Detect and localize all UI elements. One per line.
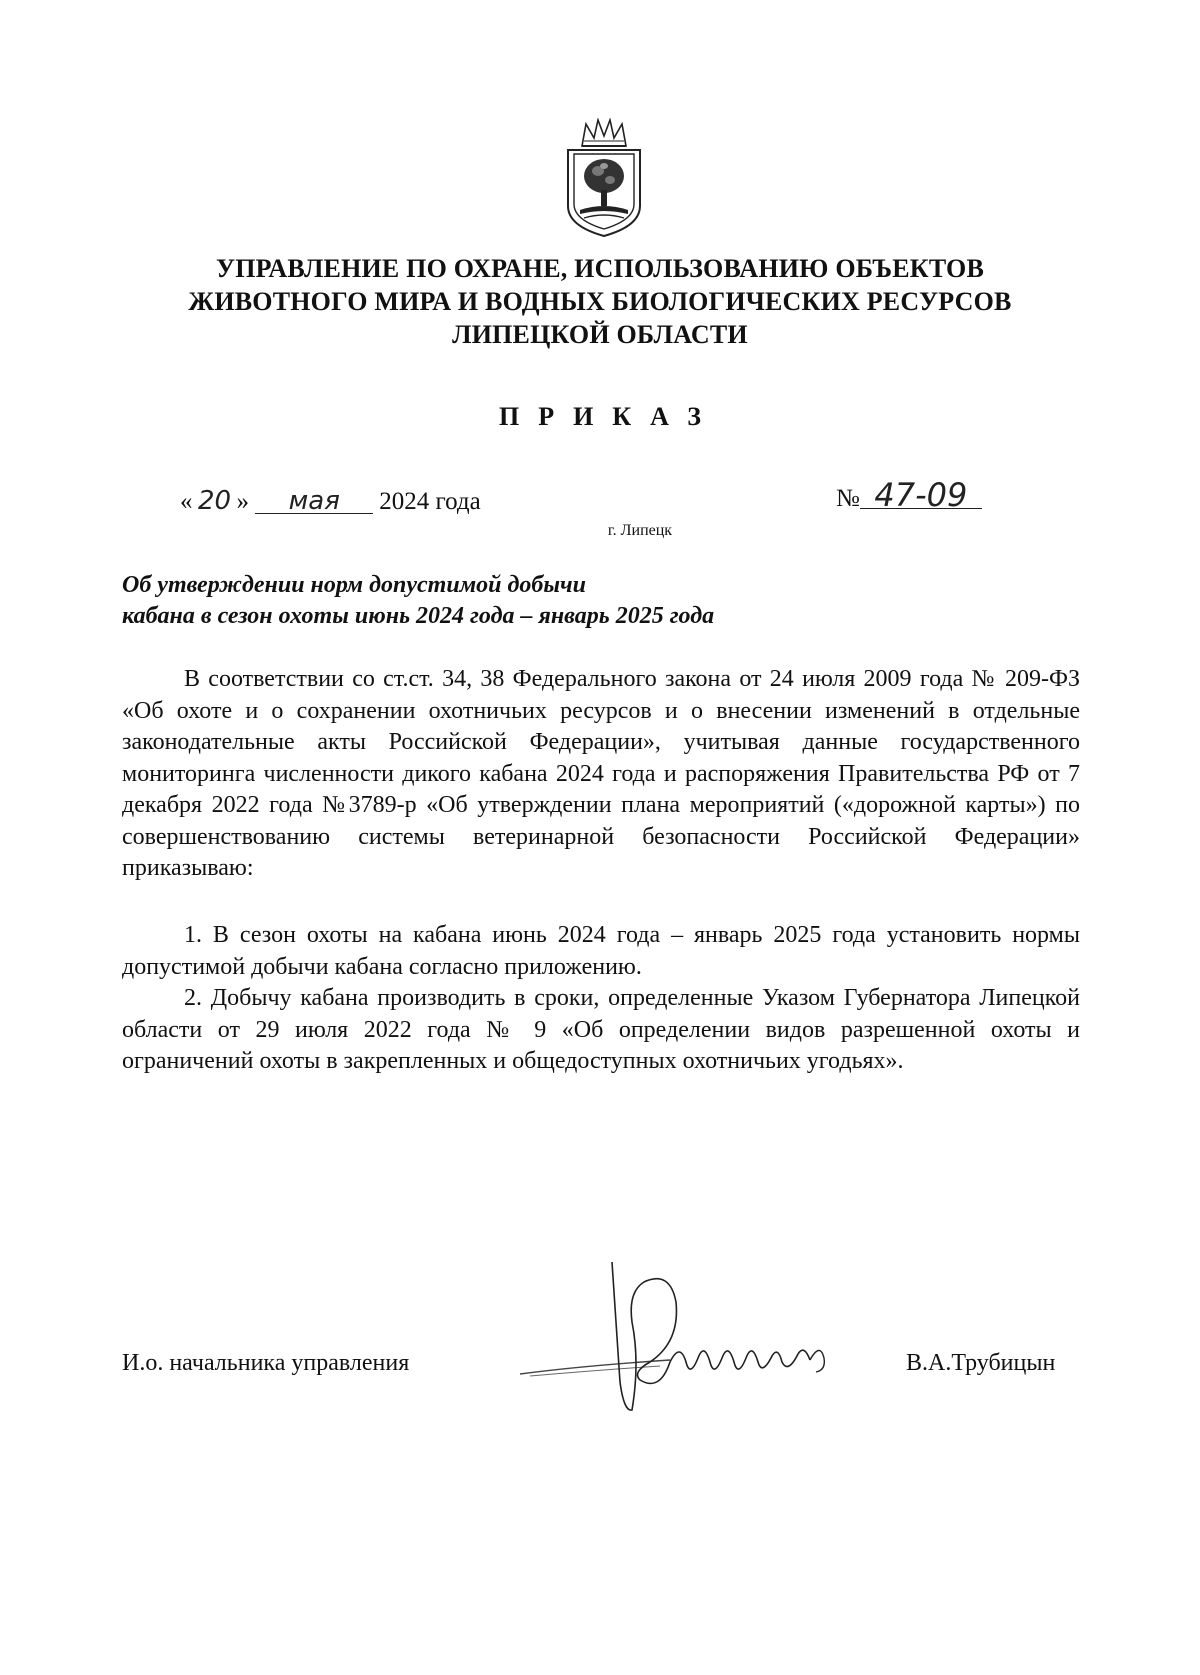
organization-title-line: ЛИПЕЦКОЙ ОБЛАСТИ <box>452 320 748 349</box>
number-value: 47-09 <box>860 482 982 509</box>
date-quote-open: « <box>180 488 193 515</box>
document-city: г. Липецк <box>607 522 673 539</box>
date-year: 2024 года <box>379 488 481 515</box>
body-paragraph-item-1: 1. В сезон охоты на кабана июнь 2024 года – январь 2025 года установить нормы допустимой добычи кабана согласно приложению. <box>122 922 1080 980</box>
date-month: мая <box>255 489 373 514</box>
date-day: 20 <box>197 486 232 516</box>
organization-title <box>120 252 1080 351</box>
document-type-heading: ПРИКАЗ <box>498 402 721 431</box>
organization-title-line: УПРАВЛЕНИЕ ПО ОХРАНЕ, ИСПОЛЬЗОВАНИЮ ОБЪЕКТОВ <box>215 254 985 283</box>
handwritten-signature-icon <box>520 1262 870 1422</box>
signatory-name: В.А.Трубицын <box>906 1350 1056 1376</box>
lipetsk-coat-of-arms-icon <box>554 118 654 238</box>
body-paragraph-preamble: В соответствии со ст.ст. 34, 38 Федерального закона от 24 июля 2009 года № 209-ФЗ «Об охоте и о сохранении охотничьих ресурсов и о внесении изменений в отдельные законодательные акты Российской Федерации», учитывая данные государственного мониторинга численности дикого кабана 2024 года и распоряжения Правительства РФ от 7 декабря 2022 года №3789-р «Об утверждении плана мероприятий («дорожной карты») по совершенствованию системы ветеринарной безопасности Российской Федерации» приказываю: <box>122 666 1080 881</box>
number-prefix: № <box>836 485 860 512</box>
date-quote-close: » <box>236 488 249 515</box>
document-date <box>180 486 481 516</box>
signatory-position: И.о. начальника управления <box>122 1350 410 1376</box>
document-subject <box>122 570 1022 632</box>
organization-title-line: ЖИВОТНОГО МИРА И ВОДНЫХ БИОЛОГИЧЕСКИХ РЕСУРСОВ <box>188 287 1012 316</box>
body-paragraph-item-2: 2. Добычу кабана производить в сроки, определенные Указом Губернатора Липецкой области от 29 июля 2022 года № 9 «Об определении видов разрешенной охоты и ограничений охоты в закрепленных и общедоступных охотничьих угодьях». <box>122 985 1080 1074</box>
subject-line: кабана в сезон охоты июнь 2024 года – январь 2025 года <box>122 603 715 629</box>
subject-line: Об утверждении норм допустимой добычи <box>122 572 586 598</box>
document-number <box>836 476 982 514</box>
